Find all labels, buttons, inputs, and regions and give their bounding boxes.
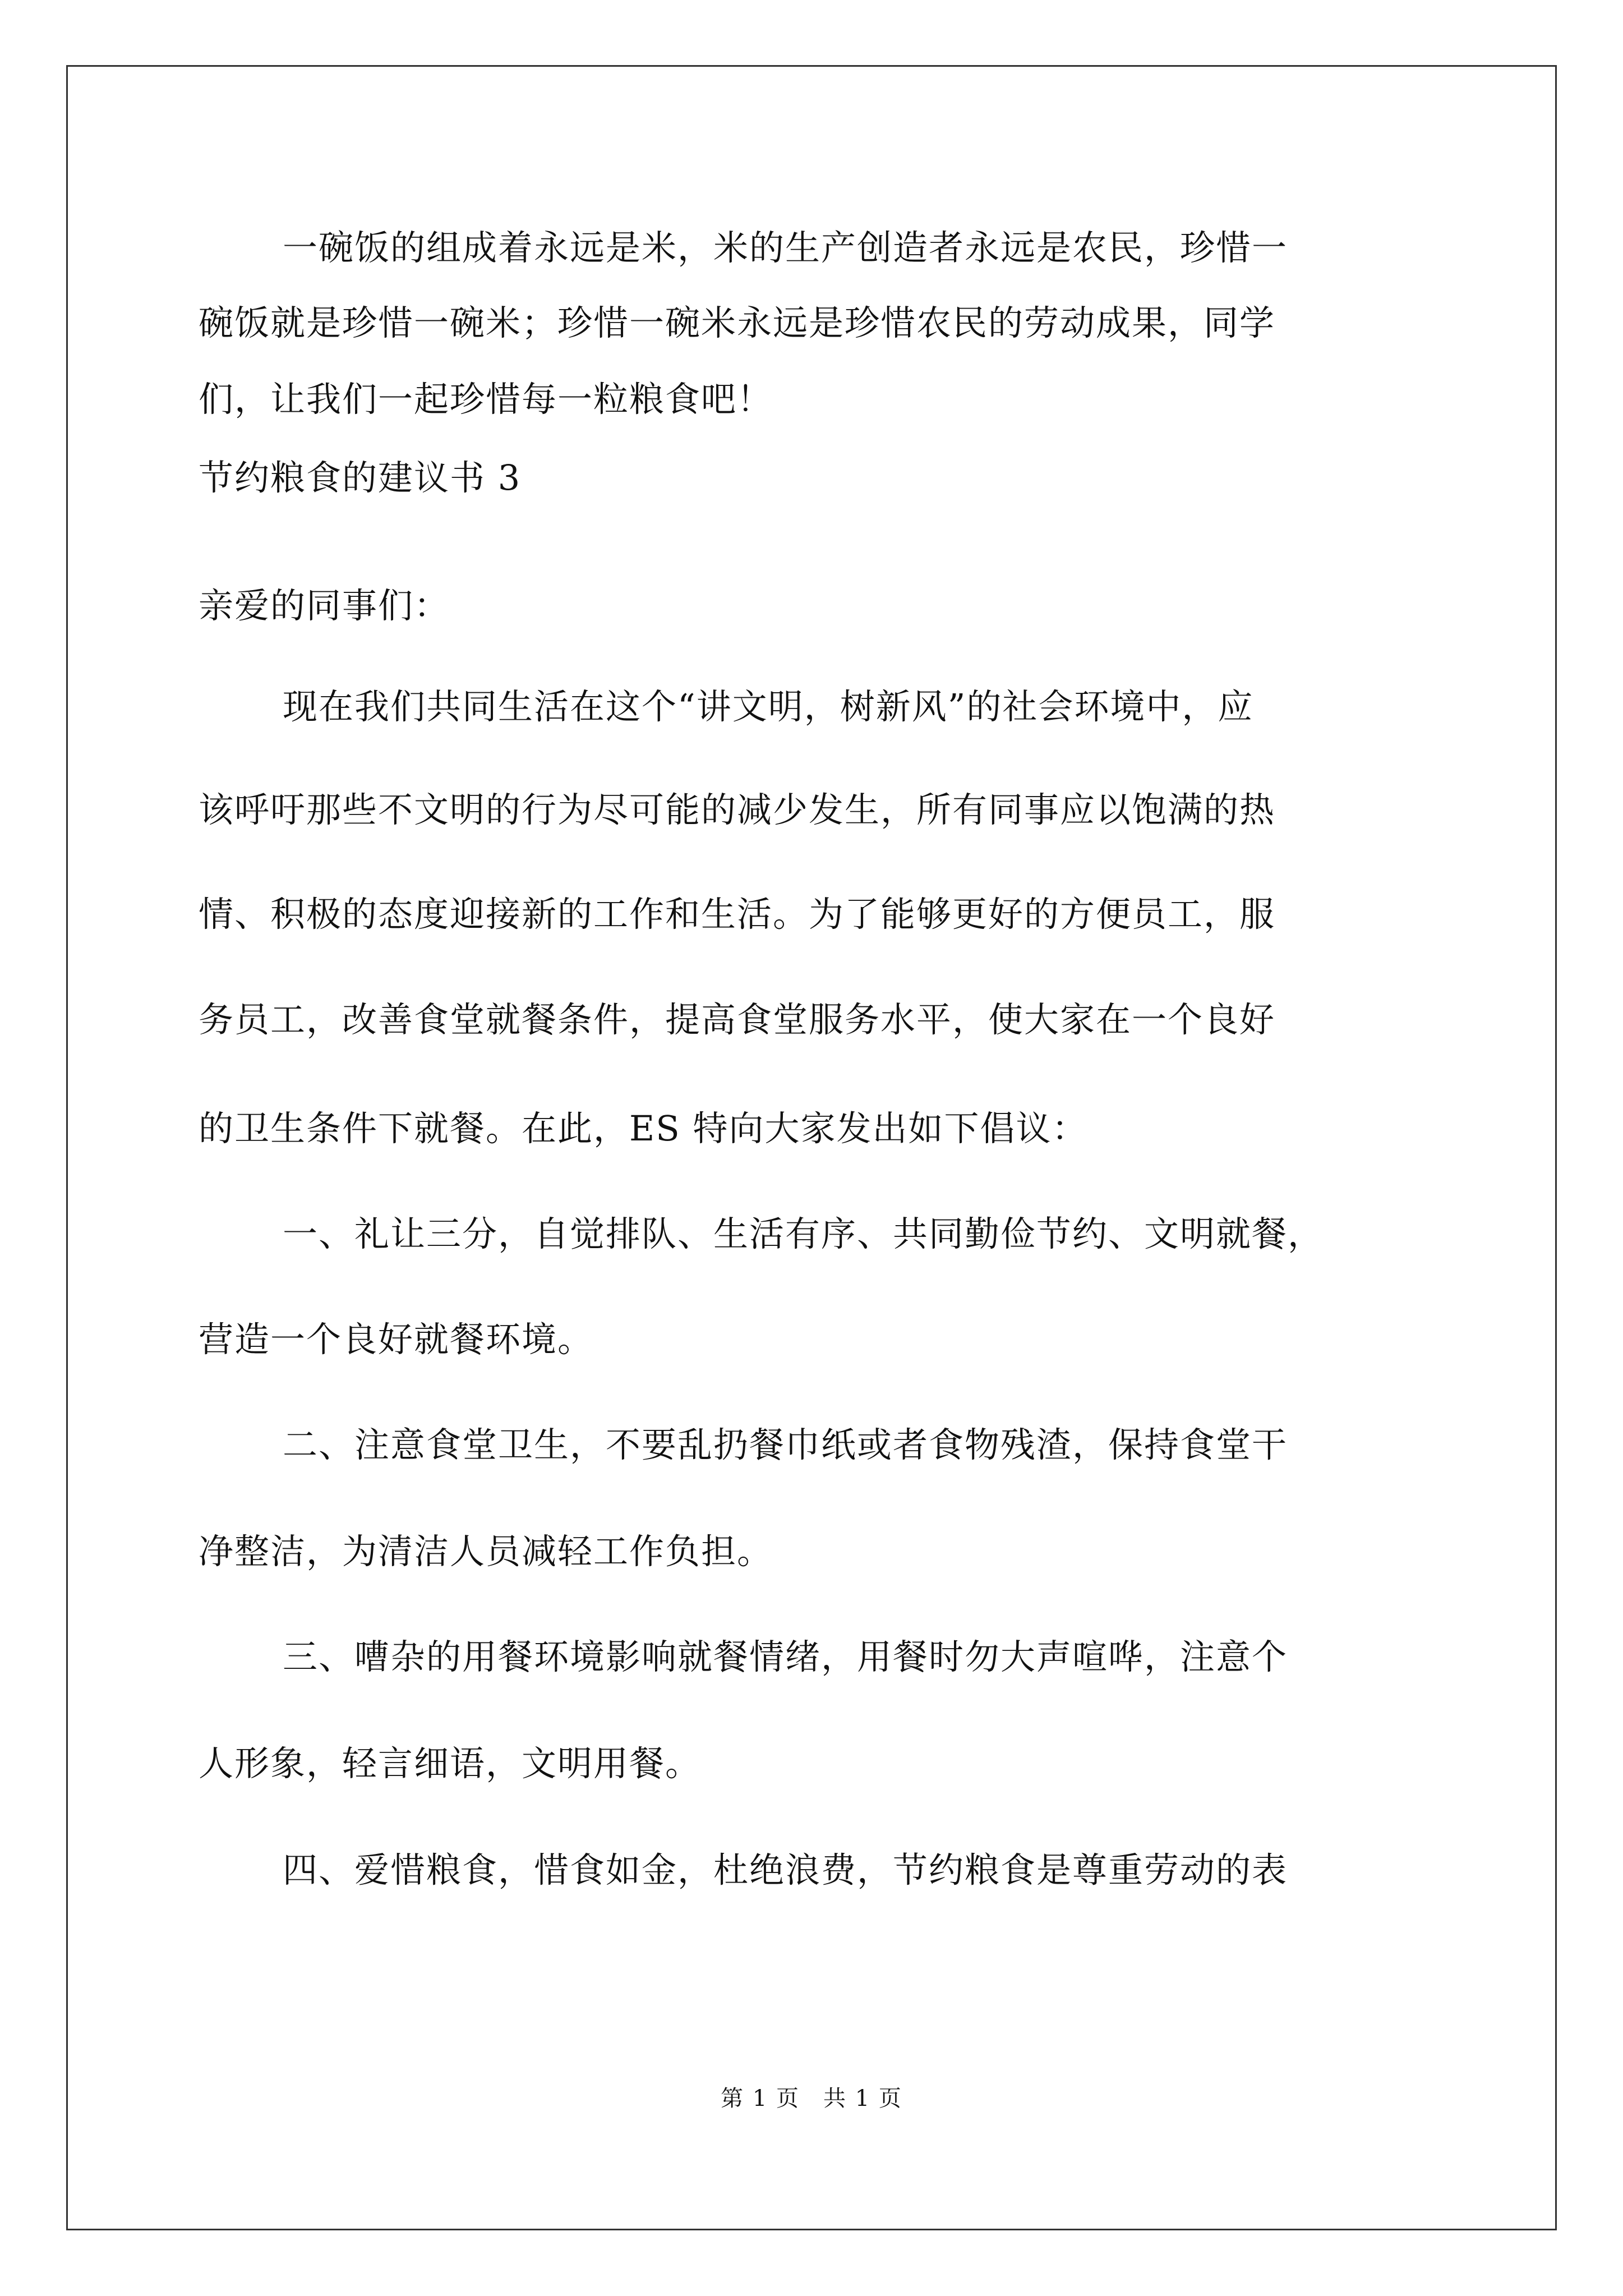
paragraph-line: 一碗饭的组成着永远是米，米的生产创造者永远是农民，珍惜一: [283, 227, 1288, 268]
paragraph-line: 营造一个良好就餐环境。: [199, 1319, 594, 1360]
paragraph-line: 碗饭就是珍惜一碗米；珍惜一碗米永远是珍惜农民的劳动成果，同学: [199, 302, 1276, 343]
paragraph-line: 现在我们共同生活在这个“讲文明，树新风”的社会环境中，应: [283, 686, 1254, 727]
paragraph-line: 三、嘈杂的用餐环境影响就餐情绪，用餐时勿大声喧哗，注意个: [283, 1636, 1288, 1677]
paragraph-line: 一、礼让三分，自觉排队、生活有序、共同勤俭节约、文明就餐，: [283, 1213, 1324, 1254]
paragraph-line: 净整洁，为清洁人员减轻工作负担。: [199, 1531, 773, 1572]
paragraph-line: 该呼吁那些不文明的行为尽可能的减少发生，所有同事应以饱满的热: [199, 789, 1276, 830]
paragraph-line: 情、积极的态度迎接新的工作和生活。为了能够更好的方便员工，服: [199, 894, 1276, 935]
paragraph-line: 二、注意食堂卫生，不要乱扔餐巾纸或者食物残渣，保持食堂干: [283, 1424, 1288, 1465]
paragraph-line: 们，让我们一起珍惜每一粒粮食吧！: [199, 379, 773, 420]
paragraph-line: 四、爱惜粮食，惜食如金，杜绝浪费，节约粮食是尊重劳动的表: [283, 1849, 1288, 1890]
paragraph-line: 务员工，改善食堂就餐条件，提高食堂服务水平，使大家在一个良好: [199, 999, 1276, 1040]
section-heading: 节约粮食的建议书 3: [199, 457, 522, 498]
salutation: 亲爱的同事们：: [199, 585, 450, 626]
paragraph-line: 人形象，轻言细语，文明用餐。: [199, 1743, 702, 1784]
page-footer: 第 1 页 共 1 页: [721, 2086, 902, 2111]
paragraph-line: 的卫生条件下就餐。在此，ES 特向大家发出如下倡议：: [199, 1108, 1088, 1149]
